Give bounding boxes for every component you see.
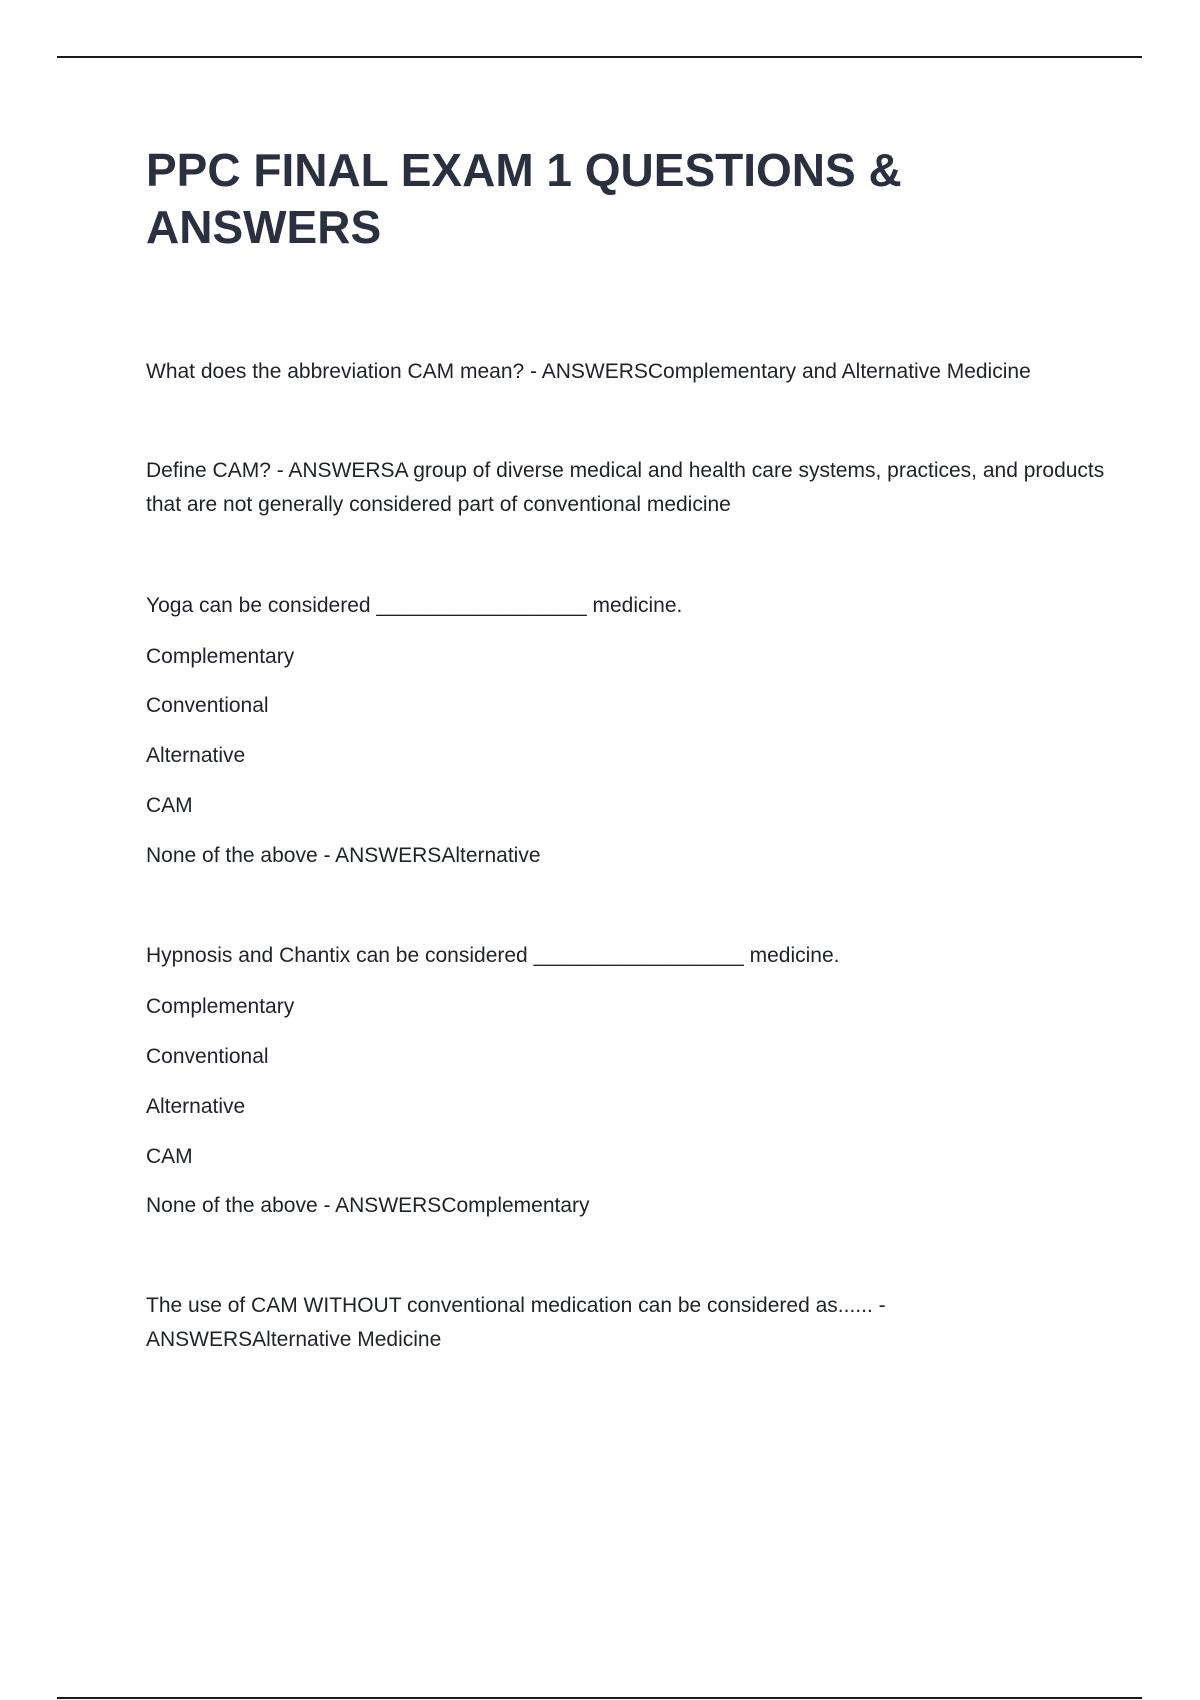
option-yoga-5-answer: None of the above - ANSWERSAlternative <box>146 844 541 867</box>
option-yoga-3: Alternative <box>146 744 246 767</box>
page-title: PPC FINAL EXAM 1 QUESTIONS & ANSWERS <box>146 144 902 253</box>
option-hypnosis-3: Alternative <box>146 1095 246 1118</box>
question-cam-abbreviation: What does the abbreviation CAM mean? - ANSWERSComplementary and Alternative Medicine <box>146 360 1031 383</box>
option-yoga-2: Conventional <box>146 694 269 717</box>
option-yoga-4: CAM <box>146 794 193 817</box>
option-hypnosis-4: CAM <box>146 1145 193 1168</box>
bottom-rule <box>57 1697 1142 1699</box>
option-yoga-1: Complementary <box>146 645 295 668</box>
option-hypnosis-2: Conventional <box>146 1045 269 1068</box>
question-yoga: Yoga can be considered __________________ medicine. <box>146 594 683 617</box>
option-hypnosis-1: Complementary <box>146 995 295 1018</box>
top-rule <box>57 56 1142 58</box>
question-hypnosis-chantix: Hypnosis and Chantix can be considered __________________ medicine. <box>146 944 840 967</box>
option-hypnosis-5-answer: None of the above - ANSWERSComplementary <box>146 1194 590 1217</box>
question-cam-without-conventional: The use of CAM WITHOUT conventional medication can be considered as...... - ANSWERSAlternative Medicine <box>146 1294 886 1351</box>
question-define-cam: Define CAM? - ANSWERSA group of diverse medical and health care systems, practices, and products that are not generally considered part of conventional medicine <box>146 459 1105 516</box>
